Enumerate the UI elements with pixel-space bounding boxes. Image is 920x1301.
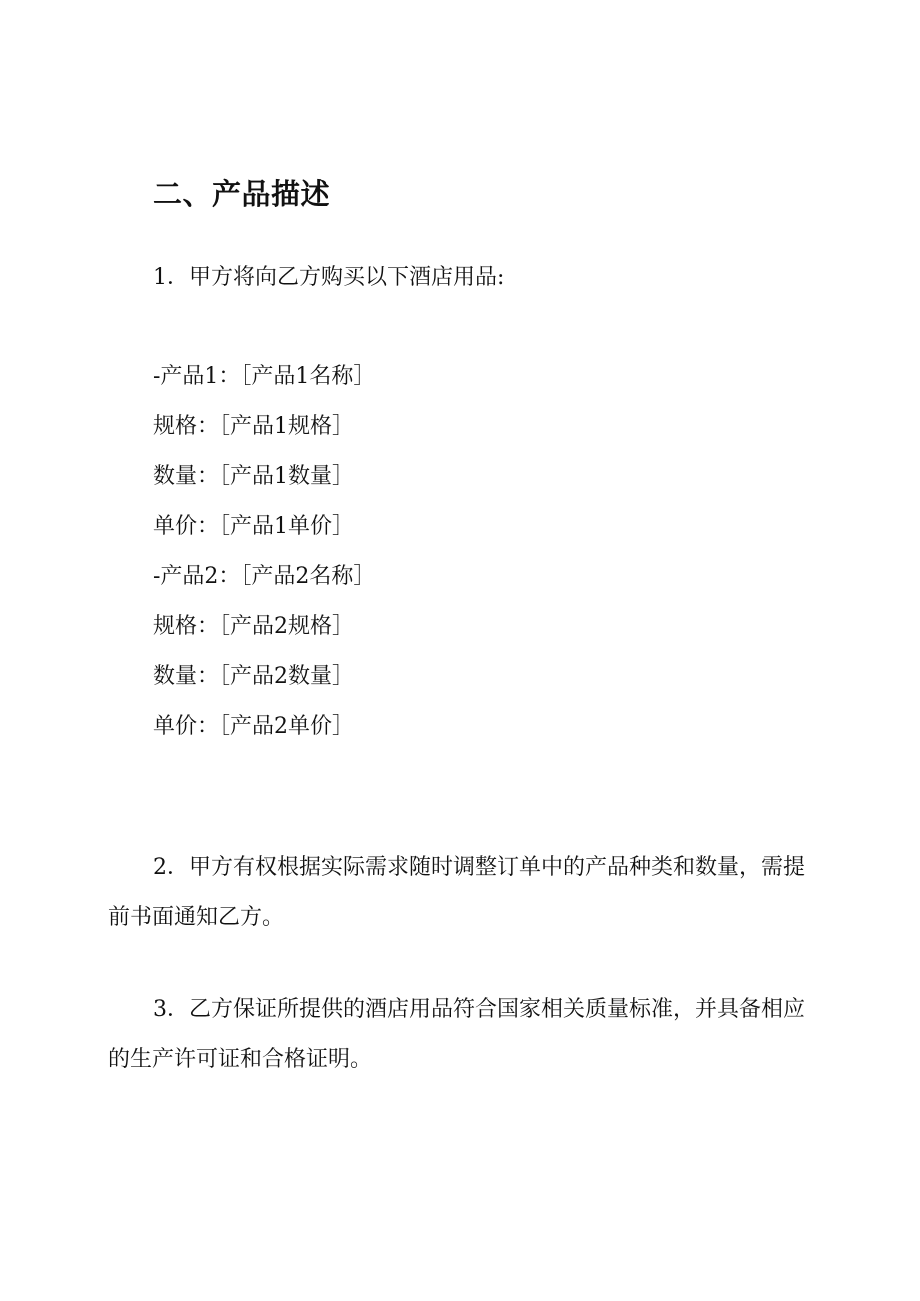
product-1-name: -产品1：［产品1名称］ (153, 364, 376, 389)
product-1-quantity: 数量：［产品1数量］ (153, 464, 354, 489)
item-3-paragraph: 3．乙方保证所提供的酒店用品符合国家相关质量标准，并具备相应的生产许可证和合格证明。 (108, 997, 805, 1072)
product-2-name: -产品2：［产品2名称］ (153, 564, 376, 589)
product-1-spec: 规格：［产品1规格］ (153, 414, 354, 439)
section-heading: 二、产品描述 (153, 177, 331, 211)
product-1-unit-price: 单价：［产品1单价］ (153, 514, 354, 539)
item-2-paragraph: 2．甲方有权根据实际需求随时调整订单中的产品种类和数量，需提前书面通知乙方。 (108, 855, 805, 930)
product-2-unit-price: 单价：［产品2单价］ (153, 714, 354, 739)
item-1-intro: 1．甲方将向乙方购买以下酒店用品: (153, 265, 505, 290)
product-2-quantity: 数量：［产品2数量］ (153, 664, 354, 689)
product-2-spec: 规格：［产品2规格］ (153, 614, 354, 639)
